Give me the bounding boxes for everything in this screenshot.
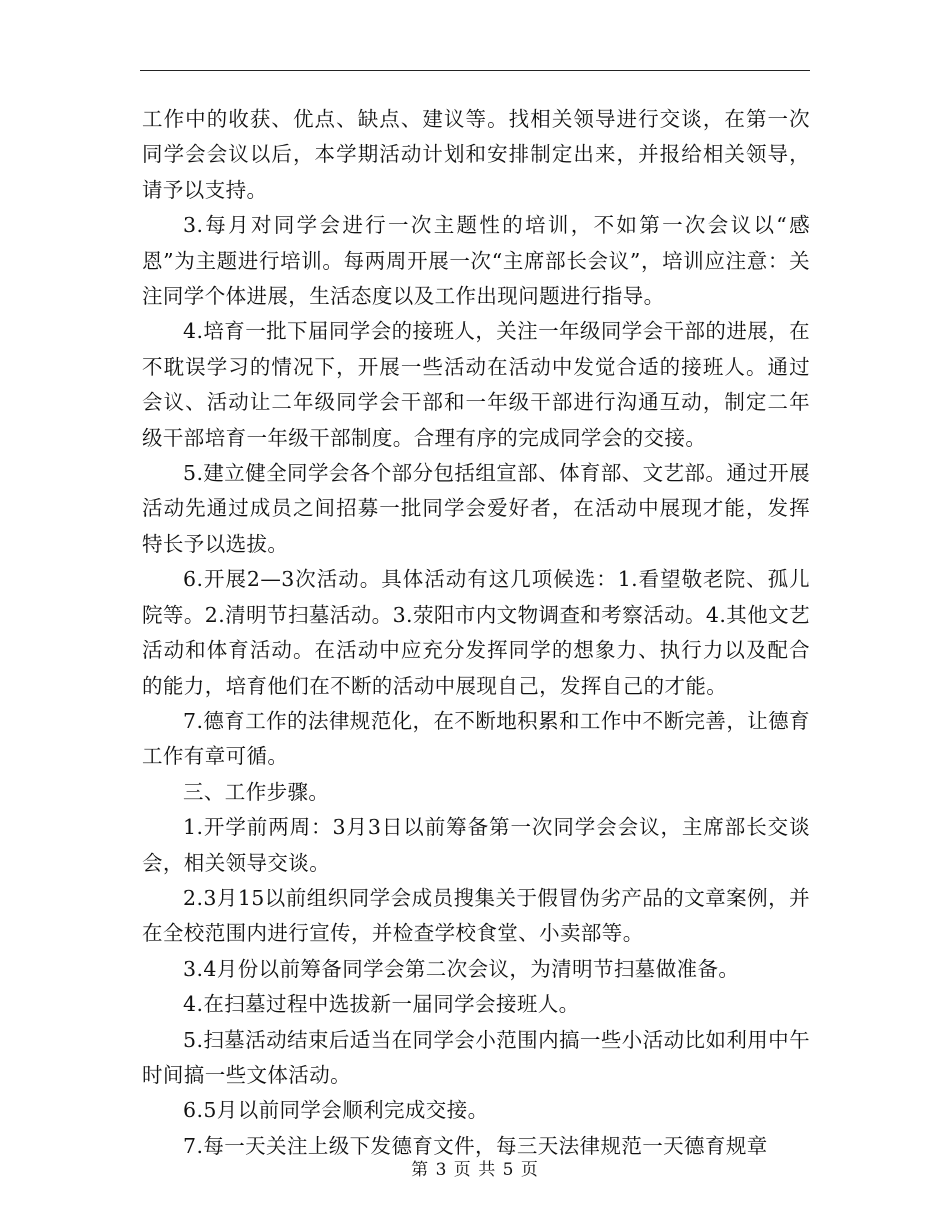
- paragraph: 5.扫墓活动结束后适当在同学会小范围内搞一些小活动比如利用中午时间搞一些文体活动。: [142, 1027, 810, 1087]
- header-rule: [140, 70, 810, 71]
- section-heading: 三、工作步骤。: [183, 779, 330, 804]
- document-body: [142, 102, 810, 1164]
- paragraph: 6.开展2—3次活动。具体活动有这几项候选：1.看望敬老院、孤儿院等。2.清明节扫墓活动。3.荥阳市内文物调查和考察活动。4.其他文艺活动和体育活动。在活动中应充分发挥同学的想象力、执行力以及配合的能力，培育他们在不断的活动中展现自己，发挥自己的才能。: [142, 567, 810, 698]
- paragraph: 4.在扫墓过程中选拔新一届同学会接班人。: [183, 992, 580, 1017]
- paragraph: 5.建立健全同学会各个部分包括组宣部、体育部、文艺部。通过开展活动先通过成员之间招募一批同学会爱好者，在活动中展现才能，发挥特长予以选拔。: [142, 461, 810, 556]
- paragraph: 4.培育一批下届同学会的接班人，关注一年级同学会干部的进展，在不耽误学习的情况下，开展一些活动在活动中发觉合适的接班人。通过会议、活动让二年级同学会干部和一年级干部进行沟通互动，制定二年级干部培育一年级干部制度。合理有序的完成同学会的交接。: [142, 319, 810, 450]
- paragraph: 工作中的收获、优点、缺点、建议等。找相关领导进行交谈，在第一次同学会会议以后，本学期活动计划和安排制定出来，并报给相关领导，请予以支持。: [142, 107, 810, 202]
- paragraph: 3.每月对同学会进行一次主题性的培训，不如第一次会议以“感恩”为主题进行培训。每两周开展一次“主席部长会议”，培训应注意：关注同学个体进展，生活态度以及工作出现问题进行指导。: [142, 213, 810, 309]
- paragraph: 7.德育工作的法律规范化，在不断地积累和工作中不断完善，让德育工作有章可循。: [142, 708, 810, 769]
- paragraph: 7.每一天关注上级下发德育文件，每三天法律规范一天德育规章: [183, 1133, 768, 1158]
- paragraph: 6.5月以前同学会顺利完成交接。: [183, 1098, 489, 1123]
- paragraph: 3.4月份以前筹备同学会第二次会议，为清明节扫墓做准备。: [183, 956, 740, 981]
- paragraph: 2.3月15以前组织同学会成员搜集关于假冒伪劣产品的文章案例，并在全校范围内进行宣传，并检查学校食堂、小卖部等。: [142, 885, 810, 946]
- page-number: 第 3 页 共 5 页: [411, 1160, 539, 1180]
- paragraph: 1.开学前两周：3月3日以前筹备第一次同学会会议，主席部长交谈会，相关领导交谈。: [142, 815, 810, 875]
